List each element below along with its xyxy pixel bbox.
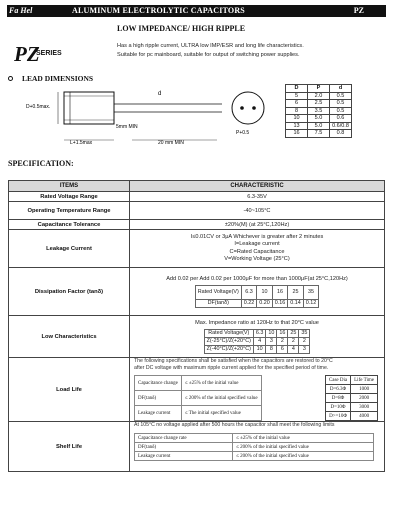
table-cell: 3.5 [308, 107, 330, 115]
lead-dimensions-table [285, 84, 352, 138]
series-description [117, 42, 304, 60]
table-cell: 0.5 [330, 107, 352, 115]
table-row [135, 452, 374, 461]
table-row [135, 391, 262, 406]
specification-title: SPECIFICATION: [8, 159, 74, 168]
table-cell: Leakage current [135, 406, 182, 421]
table-cell: D>=10Φ [325, 412, 350, 421]
table-cell: 35 [303, 285, 319, 299]
series-code: PZ [353, 6, 364, 15]
table-cell: ≤ 200% of the initial specified value [181, 391, 261, 406]
table-row [9, 316, 385, 358]
table-row [9, 220, 385, 230]
lead-dia-label: d [158, 91, 162, 97]
table-cell: DF(tanδ) [135, 443, 233, 452]
table-row [9, 358, 385, 422]
load-life-note: after DC voltage with maximum ripple current applied for the specified period of time. [134, 365, 329, 371]
lead-dimensions-drawing [22, 84, 272, 150]
table-cell: Capacitance change [135, 376, 182, 391]
row-value [130, 422, 385, 472]
table-cell: 8 [266, 345, 277, 353]
table-cell: Z(-25°C)/Z(+20°C) [204, 337, 253, 345]
row-label: Dissipation Factor (tanδ) [9, 268, 130, 316]
table-cell: 6.3 [241, 285, 257, 299]
table-cell: Rated Voltage(V) [204, 329, 253, 337]
table-header-row [286, 85, 352, 93]
table-cell: 0.5 [330, 92, 352, 100]
diameter-label: D+0.5max. [26, 104, 51, 110]
table-header-row [9, 181, 385, 192]
leakage-formula: I≤0.01CV or 3μA Whichever is greater after 2 minutes [190, 233, 324, 240]
table-cell: Z(-40°C)/Z(+20°C) [204, 345, 253, 353]
table-cell: 1000 [351, 385, 378, 394]
row-label: Operating Temperature Range [9, 202, 130, 220]
table-row [286, 100, 352, 108]
dissipation-note: Add 0.02 per Add 0.02 per 1000μF for more than 1000μF(at 25°C,120Hz) [166, 275, 348, 282]
table-row [195, 299, 319, 307]
series-name: PZ [14, 42, 40, 66]
row-label: Shelf Life [9, 422, 130, 472]
table-cell: 7.5 [308, 130, 330, 138]
table-cell: 0.12 [303, 299, 319, 307]
table-cell: 8 [286, 107, 308, 115]
table-cell: D=8Φ [325, 394, 350, 403]
table-cell: 6.3 [253, 329, 266, 337]
table-cell: 0.6 [330, 115, 352, 123]
table-cell: 2 [299, 337, 310, 345]
table-cell: 2.0 [308, 92, 330, 100]
table-row [9, 268, 385, 316]
table-row [325, 385, 377, 394]
lead-dimensions-title: LEAD DIMENSIONS [22, 74, 94, 83]
table-cell: 5 [286, 92, 308, 100]
brand-logo: Fa Hel [9, 6, 33, 15]
dimension-label: 5mm MIN [116, 124, 138, 130]
table-cell: 3000 [351, 403, 378, 412]
row-value [130, 230, 385, 268]
table-cell: 3 [266, 337, 277, 345]
table-cell: ≤ The initial specified value [181, 406, 261, 421]
table-cell: 2000 [351, 394, 378, 403]
table-row [135, 443, 374, 452]
load-life-criteria-table [134, 375, 262, 421]
capacitor-body [64, 92, 114, 124]
table-cell: 35 [299, 329, 310, 337]
table-row [325, 394, 377, 403]
table-cell: 0.22 [241, 299, 257, 307]
low-temp-note: Max. Impedance ratio at 120Hz to that 20°C value [195, 319, 319, 326]
dimension-label: L+1.5max [70, 140, 93, 146]
table-cell: Capacitance change rate [135, 434, 233, 443]
table-cell: Leakage current [135, 452, 233, 461]
description-line: Has a high ripple current, ULTRA low IMP/ESR and long life characteristics. [117, 43, 304, 49]
table-cell: ≤ 200% of the initial specified value [233, 443, 374, 452]
capacitor-end-view [232, 92, 264, 124]
table-row [286, 107, 352, 115]
table-cell: 10 [253, 345, 266, 353]
table-cell: 2 [288, 337, 299, 345]
table-cell: 10 [266, 329, 277, 337]
table-cell: 25 [288, 285, 304, 299]
table-row [286, 92, 352, 100]
leakage-def: C=Rated Capacitance [229, 248, 285, 255]
column-header-characteristic: CHARACTERISTIC [130, 181, 385, 192]
row-label: Rated Voltage Range [9, 192, 130, 202]
shelf-life-criteria-table [134, 433, 374, 461]
table-cell: Life Time [351, 376, 378, 385]
table-cell: ≤ 200% of the initial specified value [233, 452, 374, 461]
row-value: ±20%(M) (at 25°C,120Hz) [130, 220, 385, 230]
table-row [325, 376, 377, 385]
table-cell: 0.5 [330, 100, 352, 108]
specification-table [8, 180, 385, 472]
table-cell: 25 [288, 329, 299, 337]
table-cell: ≤ ±25% of the initial value [233, 434, 374, 443]
table-cell: Case Dia [325, 376, 350, 385]
subtitle: LOW IMPEDANCE/ HIGH RIPPLE [117, 24, 246, 33]
table-cell: 2.5 [308, 100, 330, 108]
table-cell: DF(tanδ) [195, 299, 241, 307]
table-row [204, 329, 310, 337]
table-cell: 10 [257, 285, 273, 299]
table-row [135, 434, 374, 443]
table-cell: 13 [286, 122, 308, 130]
life-time-table [325, 375, 378, 421]
table-row [9, 422, 385, 472]
table-cell: ≤ ±25% of the initial value [181, 376, 261, 391]
table-cell: 0.6/0.8 [330, 122, 352, 130]
table-cell: 4000 [351, 412, 378, 421]
table-cell: 0.14 [288, 299, 304, 307]
bullet-icon [8, 76, 13, 81]
table-row [204, 345, 310, 353]
table-cell: 5.0 [308, 115, 330, 123]
table-cell: 2 [277, 337, 288, 345]
leakage-def: V=Working Voltage (25°C) [224, 256, 290, 262]
table-row [325, 412, 377, 421]
table-cell: 4 [253, 337, 266, 345]
shelf-life-note: At 105°C no voltage applied after 500 hours the capacitor shall meet the following limits [134, 422, 335, 428]
column-header-items: ITEMS [9, 181, 130, 192]
table-cell: 16 [286, 130, 308, 138]
column-header: P [308, 85, 330, 93]
table-row [325, 403, 377, 412]
table-cell: Rated Voltage(V) [195, 285, 241, 299]
document-title: ALUMINUM ELECTROLYTIC CAPACITORS [72, 6, 245, 15]
table-cell: DF(tanδ) [135, 391, 182, 406]
leakage-def: I=Leakage current [234, 241, 280, 247]
row-label: Low Characteristics [9, 316, 130, 358]
table-cell: 16 [272, 285, 288, 299]
table-row [204, 337, 310, 345]
row-label: Capacitance Tolerance [9, 220, 130, 230]
table-row [135, 376, 262, 391]
table-cell: 10 [286, 115, 308, 123]
table-cell: D=6.3Φ [325, 385, 350, 394]
table-cell: 3 [299, 345, 310, 353]
table-row [286, 130, 352, 138]
table-cell: 0.8 [330, 130, 352, 138]
dissipation-table [195, 285, 320, 308]
row-value: 6.3-35V [130, 192, 385, 202]
table-row [9, 192, 385, 202]
table-row [9, 230, 385, 268]
table-cell: 0.16 [272, 299, 288, 307]
column-header: D [286, 85, 308, 93]
dimension-label: 20 mm MIN [158, 140, 184, 146]
column-header: d [330, 85, 352, 93]
table-row [195, 285, 319, 299]
low-temp-table [204, 329, 311, 354]
table-cell: 16 [277, 329, 288, 337]
load-life-note: The following specifications shall be satisfied when the capacitors are restored to 20°C [134, 358, 333, 364]
row-value [130, 316, 385, 358]
row-label: Load Life [9, 358, 130, 422]
series-suffix: SERIES [36, 50, 62, 57]
table-row [135, 406, 262, 421]
table-row [286, 115, 352, 123]
row-value [130, 268, 385, 316]
table-cell: 5.0 [308, 122, 330, 130]
description-line: Suitable for pc mainboard, suitable for output of switching power supplies. [117, 52, 300, 58]
row-label: Leakage Current [9, 230, 130, 268]
table-cell: 6 [286, 100, 308, 108]
table-cell: 0.20 [257, 299, 273, 307]
row-value [130, 358, 385, 422]
table-cell: 6 [277, 345, 288, 353]
row-value: -40~105°C [130, 202, 385, 220]
table-row [286, 122, 352, 130]
table-row [9, 202, 385, 220]
pitch-label: P+0.5 [236, 130, 250, 136]
header-bar [7, 5, 386, 17]
table-cell: D=10Φ [325, 403, 350, 412]
table-cell: 4 [288, 345, 299, 353]
